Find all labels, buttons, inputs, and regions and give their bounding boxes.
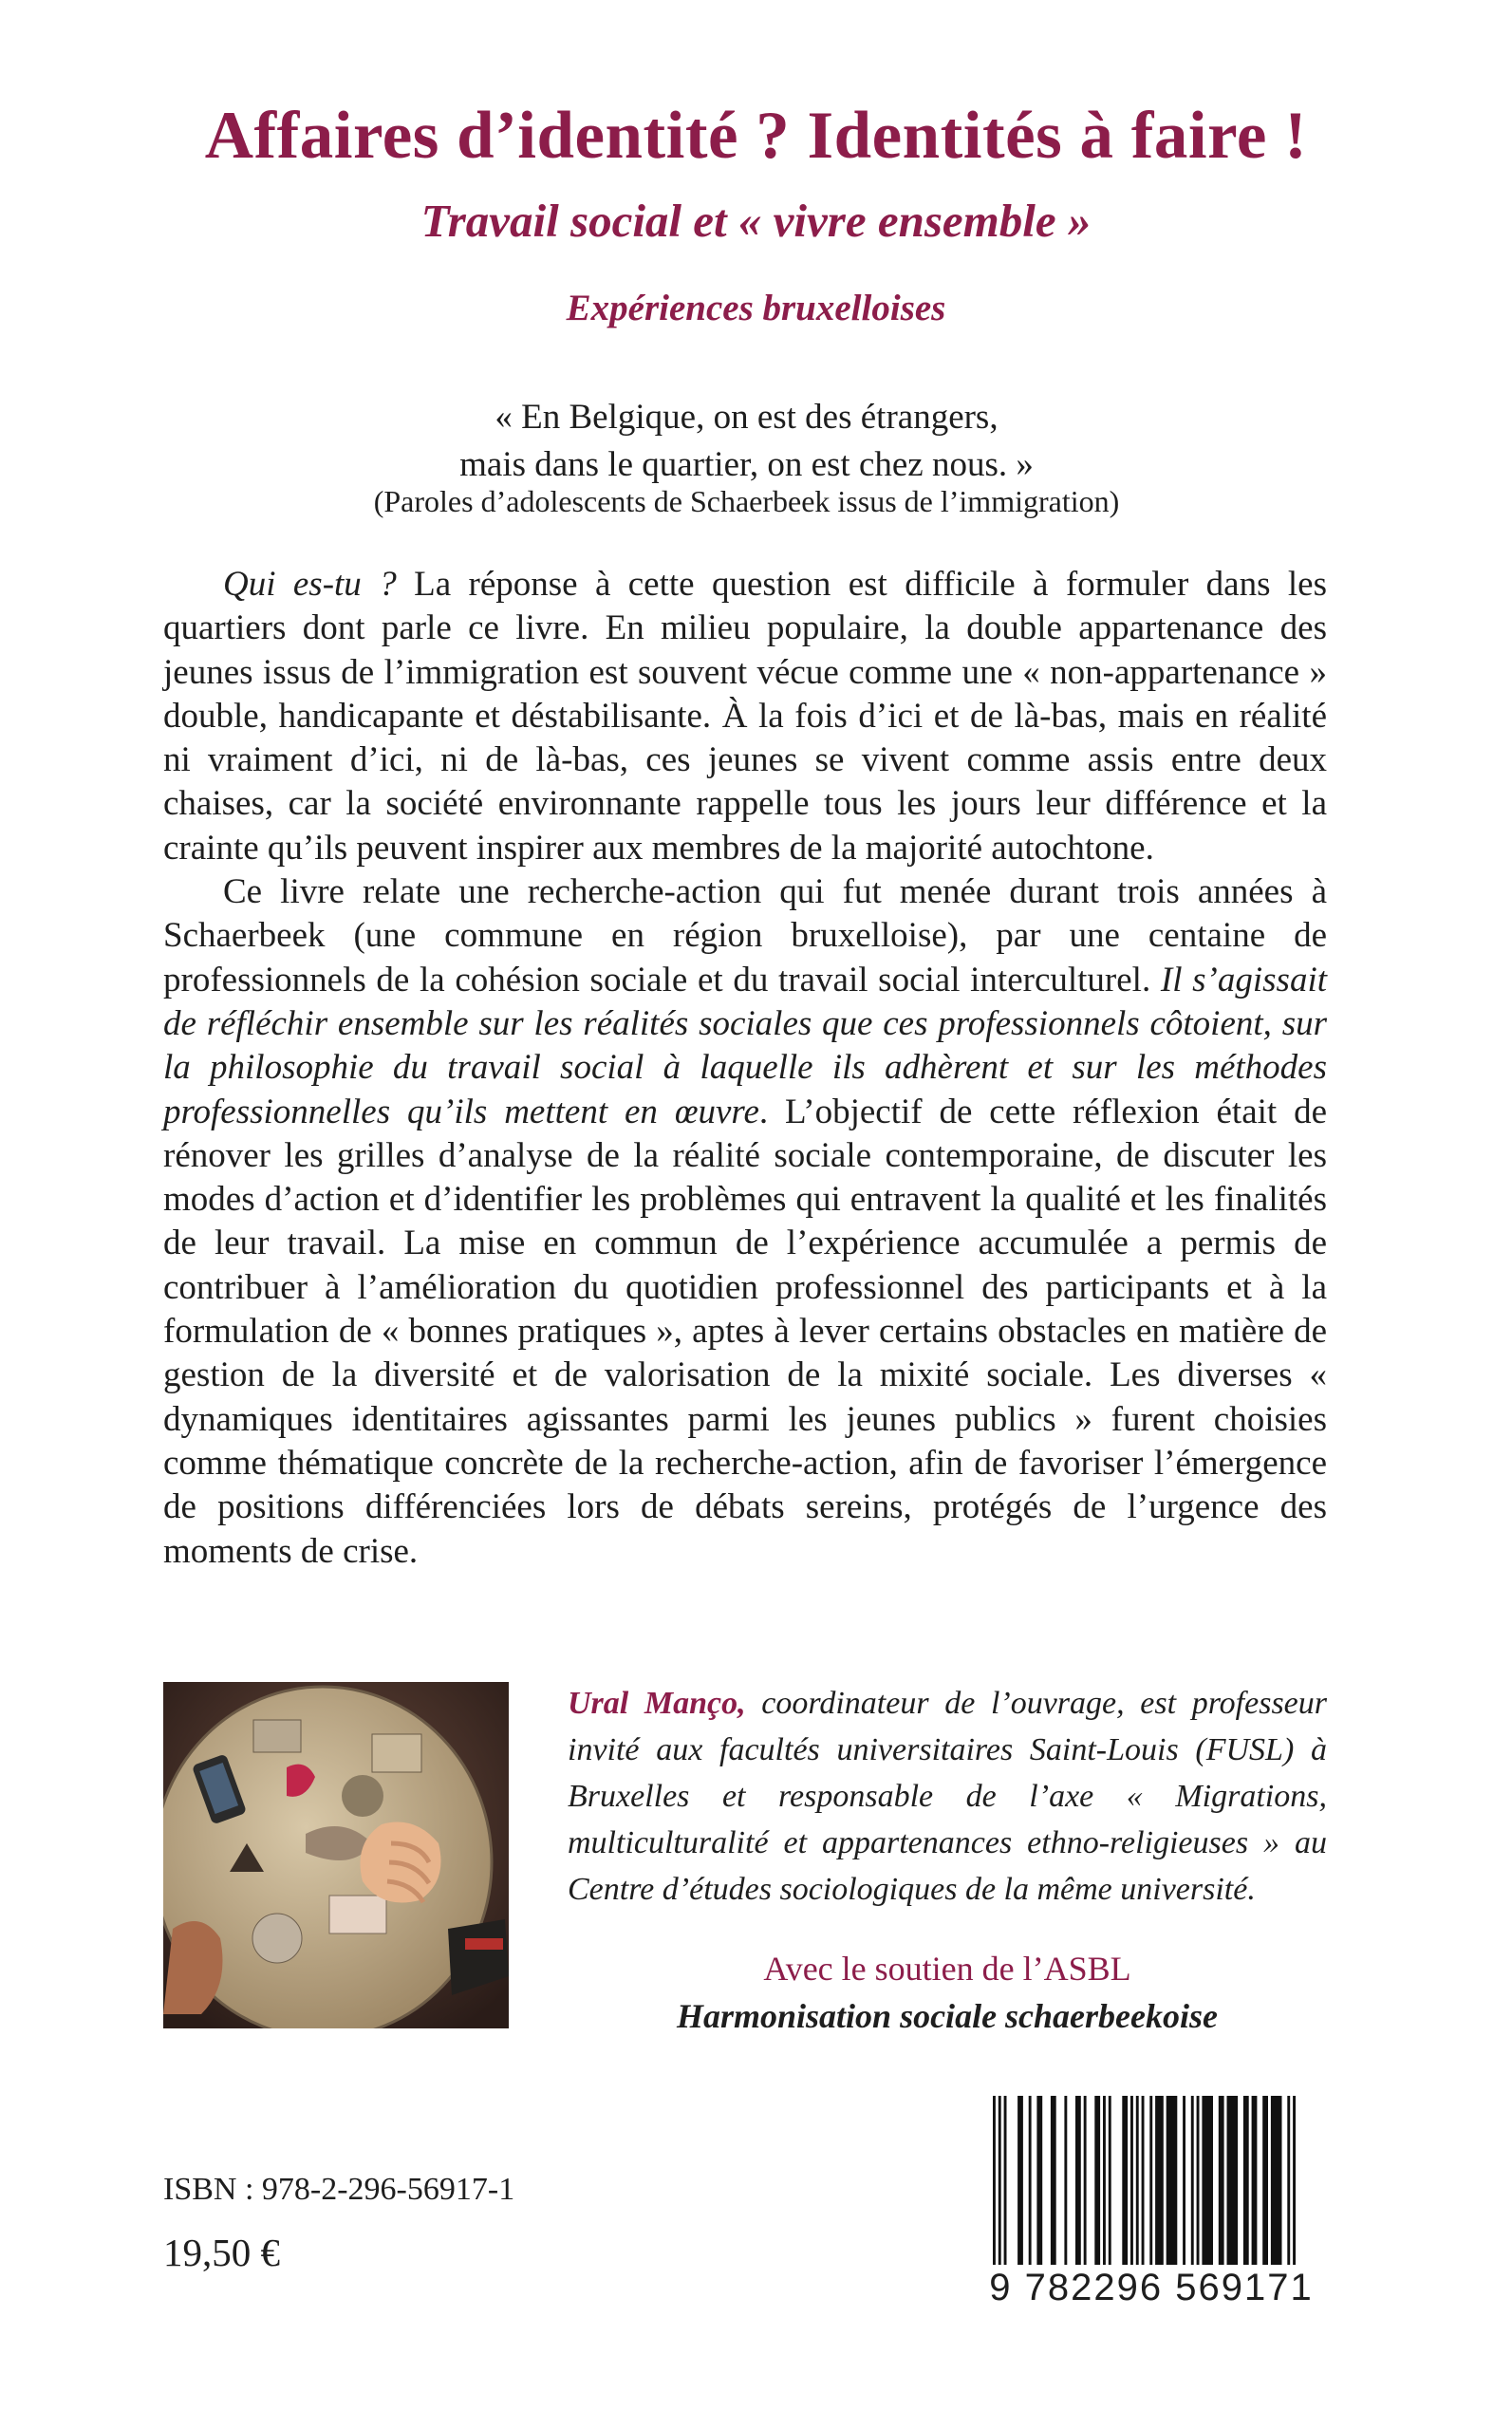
blurb-p1-text: La réponse à cette question est difficile à formuler dans les quartiers dont parle ce livre. En milieu populaire, la double appartenance des jeunes issus de l’immigration est souvent vécue comme une « non-appartenance » double, handicapante et déstabilisante. À la fois d’ici et de là-bas, mais en réalité ni vraiment d’ici, ni de là-bas, ces jeunes se vivent comme assis entre deux chaises, car la société environnante rappelle tous les jours leur différence et la crainte qu’ils peuvent inspirer aux membres de la majorité autochtone. — [163, 565, 1327, 868]
epigraph-line-2: mais dans le quartier, on est chez nous. » — [459, 445, 1034, 484]
barcode-bar — [1109, 2096, 1111, 2265]
barcode-bar — [1191, 2096, 1194, 2265]
barcode-bar — [1287, 2096, 1290, 2265]
barcode-bar — [1017, 2096, 1023, 2265]
barcode-bar — [1149, 2096, 1152, 2265]
barcode-bar — [1262, 2096, 1268, 2265]
barcode-bar — [1167, 2096, 1178, 2265]
drum-illustration — [163, 1682, 509, 2028]
isbn: ISBN : 978-2-296-56917-1 — [163, 2172, 515, 2207]
barcode-bar — [1243, 2096, 1249, 2265]
barcode-bar — [1051, 2096, 1056, 2265]
barcode-bar — [1219, 2096, 1224, 2265]
blurb-p2-italic: Il s’agissait de réfléchir ensemble sur les réalités sociales que ces professionnels côtoient, sur la philosophie du travail social à laquelle ils adhèrent et sur les méthodes professionnelles qu’ils mettent en œuvre — [163, 960, 1328, 1131]
price: 19,50 € — [163, 2231, 280, 2274]
barcode-bar — [1029, 2096, 1032, 2265]
barcode-bar — [1075, 2096, 1081, 2265]
barcode-bar — [1136, 2096, 1139, 2265]
epigraph-source: (Paroles d’adolescents de Schaerbeek issus de l’immigration) — [373, 484, 1120, 518]
author-photo — [163, 1682, 509, 2028]
blurb-paragraph-2 — [163, 870, 1327, 1574]
barcode-bar — [999, 2096, 1001, 2265]
support-organization: Harmonisation sociale schaerbeekoise — [677, 1997, 1218, 2035]
barcode-bar — [1202, 2096, 1213, 2265]
barcode-bar — [1122, 2096, 1128, 2265]
barcode-bar — [1227, 2096, 1239, 2265]
author-name: Ural Mançο, — [568, 1686, 746, 1721]
book-title: Affaires d’identité ? Identités à faire ! — [204, 99, 1308, 173]
epigraph — [228, 394, 1265, 489]
author-description: coordinateur de l’ouvrage, est professeur invité aux facultés universitaires Saint-Louis (FUSL) à Bruxelles et responsable de l’axe « Migrations, multiculturalité et appartenances ethno-religieuses » au Centre d’études sociologiques de la même université. — [568, 1686, 1328, 1907]
barcode-bar — [1103, 2096, 1106, 2265]
blurb-p2-text-b: . L’objectif de cette réflexion était de rénover les grilles d’analyse de la réalité sociale contemporaine, de discuter les modes d’action et d’identifier les problèmes qui entravent la qualité et les finalités de leur travail. La mise en commun de l’expérience accumulée a permis de contribuer à l’amélioration du quotidien professionnel des participants et à la formulation de « bonnes pratiques », aptes à lever certains obstacles en matière de gestion de la diversité et de valorisation de la mixité sociale. Les diverses « dynamiques identitaires agissantes parmi les jeunes publics » furent choisies comme thématique concrète de la recherche-action, afin de favoriser l’émergence de positions différenciées lors de débats sereins, protégés de l’urgence des moments de crise. — [163, 1092, 1328, 1571]
barcode-bar — [1094, 2096, 1100, 2265]
barcode-number: 9 782296 569171 — [989, 2267, 1314, 2308]
epigraph-line-1: « En Belgique, on est des étrangers, — [495, 398, 999, 437]
barcode-bar — [1252, 2096, 1258, 2265]
barcode-bar — [1064, 2096, 1067, 2265]
barcode-bar — [1293, 2096, 1296, 2265]
blurb-question: Qui es-tu ? — [223, 565, 397, 604]
barcode-bar — [1130, 2096, 1133, 2265]
barcode-bar — [1084, 2096, 1087, 2265]
barcode-bar — [1197, 2096, 1200, 2265]
barcode-bar — [1142, 2096, 1145, 2265]
barcode-bar — [1004, 2096, 1007, 2265]
barcode-bar — [993, 2096, 996, 2265]
blurb-paragraph-1 — [163, 563, 1327, 870]
book-tagline: Expériences bruxelloises — [566, 288, 946, 328]
barcode-bar — [1271, 2096, 1282, 2265]
barcode-bars — [976, 2096, 1327, 2267]
barcode-bar — [1155, 2096, 1164, 2265]
blurb-p2-text-a: Ce livre relate une recherche-action qui fut menée durant trois années à Schaerbeek (une commune en région bruxelloise), par une centaine de professionnels de la cohésion sociale et du travail social interculturel. — [163, 872, 1327, 999]
support-line: Avec le soutien de l’ASBL — [763, 1950, 1131, 1988]
author-bio — [568, 1680, 1327, 1913]
barcode-bar — [1036, 2096, 1042, 2265]
barcode-bar — [1183, 2096, 1185, 2265]
blurb — [163, 563, 1327, 1574]
book-subtitle: Travail social et « vivre ensemble » — [420, 195, 1092, 247]
